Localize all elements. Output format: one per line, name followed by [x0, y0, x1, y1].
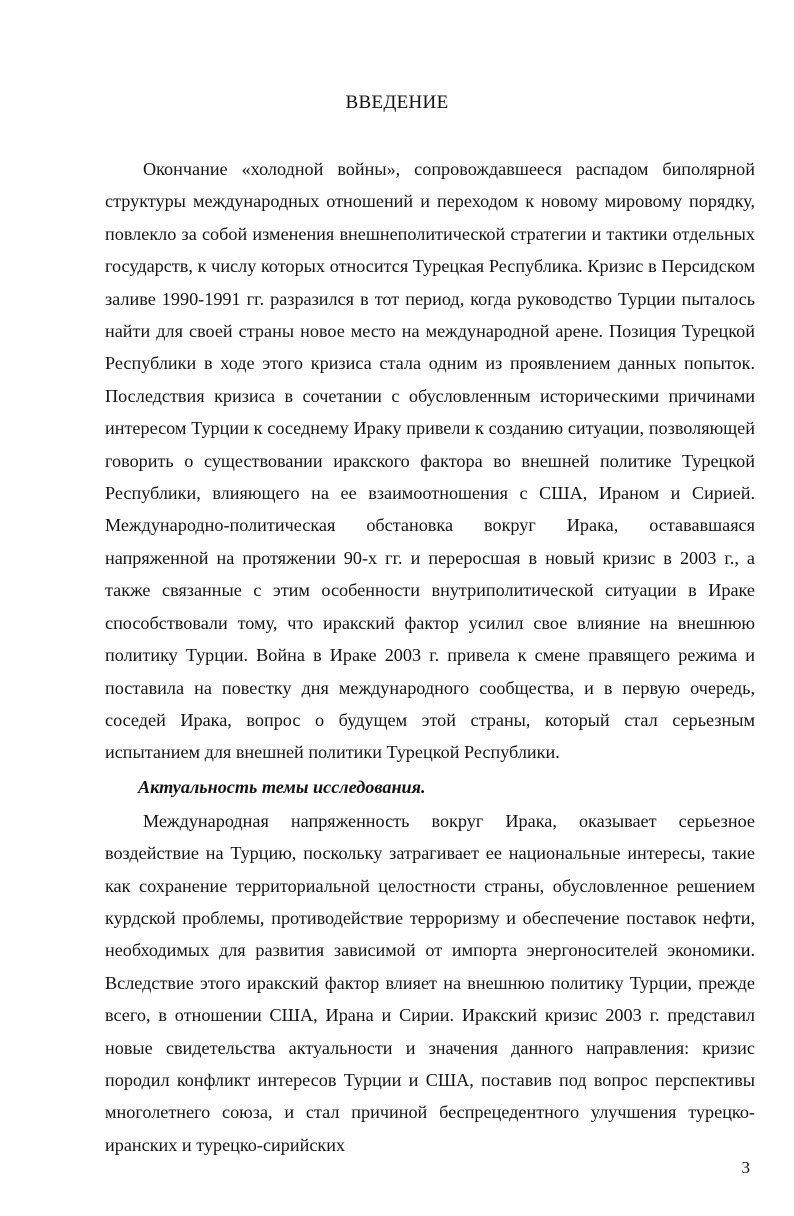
page-title: ВВЕДЕНИЕ	[345, 92, 449, 113]
body-text	[105, 153, 755, 1161]
paragraph-intro: Окончание «холодной войны», сопровождавшееся распадом биполярной структуры международных отношений и переходом к новому мировому порядку, повлекло за собой изменения внешнеполитической стратегии и тактики отдельных государств, к числу которых относится Турецкая Республика. Кризис в Персидском заливе 1990-1991 гг. разразился в тот период, когда руководство Турции пыталось найти для своей страны новое место на международной арене. Позиция Турецкой Республики в ходе этого кризиса стала одним из проявлением данных попыток. Последствия кризиса в сочетании с обусловленным историческими причинами интересом Турции к соседнему Ираку привели к созданию ситуации, позволяющей говорить о существовании иракского фактора во внешней политике Турецкой Республики, влияющего на ее взаимоотношения с США, Ираном и Сирией. Международно-политическая обстановка вокруг Ирака, остававшаяся напряженной на протяжении 90-х гг. и переросшая в новый кризис в 2003 г., а также связанные с этим особенности внутриполитической ситуации в Ираке способствовали тому, что иракский фактор усилил свое влияние на внешнюю политику Турции. Война в Ираке 2003 г. привела к смене правящего режима и поставила на повестку дня международного сообщества, и в первую очередь, соседей Ирака, вопрос о будущем этой страны, который стал серьезным испытанием для внешней политики Турецкой Республики.	[105, 159, 755, 763]
page-number: 3	[741, 1158, 750, 1177]
paragraph-relevance: Международная напряженность вокруг Ирака, оказывает серьезное воздействие на Турцию, поскольку затрагивает ее национальные интересы, такие как сохранение территориальной целостности страны, обусловленное решением курдской проблемы, противодействие терроризму и обеспечение поставок нефти, необходимых для развития зависимой от импорта энергоносителей экономики. Вследствие этого иракский фактор влияет на внешнюю политику Турции, прежде всего, в отношении США, Ирана и Сирии. Иракский кризис 2003 г. представил новые свидетельства актуальности и значения данного направления: кризис породил конфликт интересов Турции и США, поставив под вопрос перспективы многолетнего союза, и стал причиной беспрецедентного улучшения турецко-иранских и турецко-сирийских	[105, 810, 755, 1155]
section-subheading: Актуальность темы исследования.	[138, 776, 426, 797]
